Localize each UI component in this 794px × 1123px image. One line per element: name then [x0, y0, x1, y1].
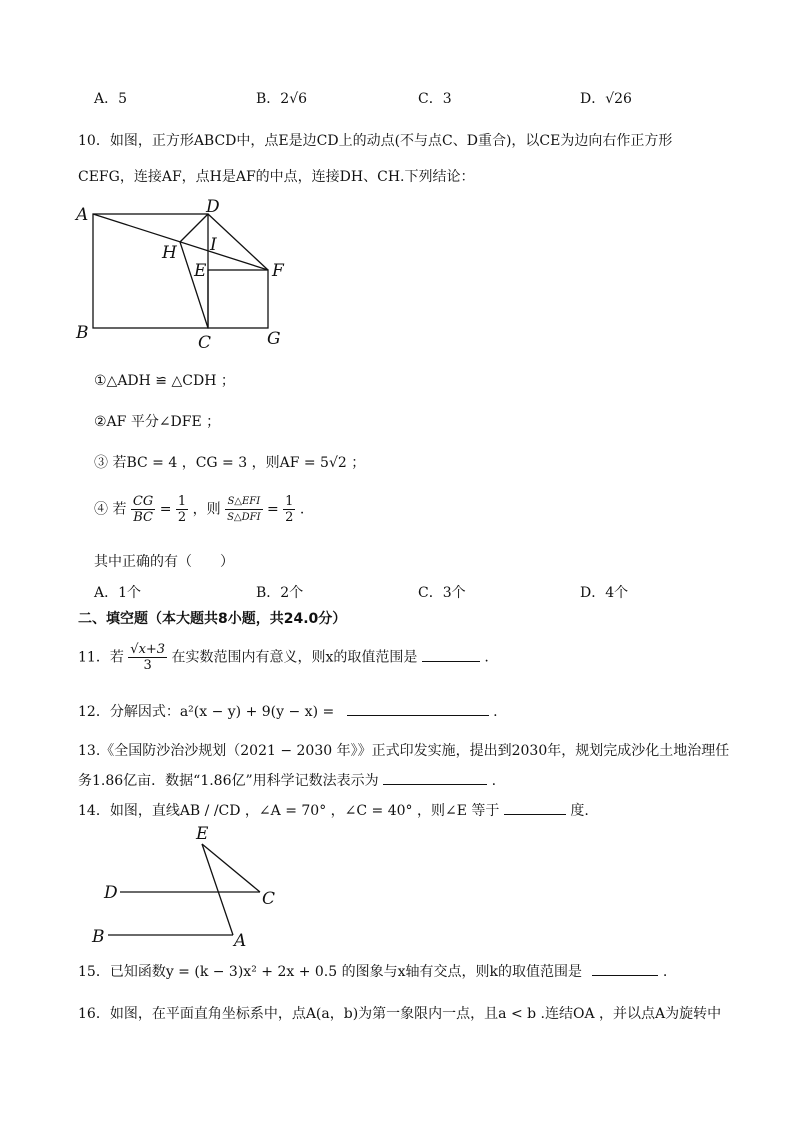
- label-c: C: [198, 333, 212, 353]
- fraction-area-ratio: [225, 494, 262, 525]
- fraction-numerator: √x+3: [130, 642, 166, 657]
- fraction-numerator: S△EFI: [225, 494, 262, 510]
- q15-end: .: [662, 964, 668, 980]
- fraction-denominator: 3: [143, 658, 152, 673]
- label-f: F: [272, 261, 284, 281]
- q10-option-c: C．3个: [418, 585, 466, 601]
- q11-post: 在实数范围内有意义，则x的取值范围是: [171, 649, 418, 666]
- q13-line2: [78, 770, 496, 790]
- label-b: B: [76, 323, 89, 343]
- label-b: B: [92, 927, 105, 947]
- s4-end: .: [299, 501, 305, 518]
- q13-line1: 13.《全国防沙治沙规划（2021 − 2030 年》》正式印发实施，提出到2030年，规划完成沙化土地治理任: [78, 743, 730, 759]
- q10-option-b: B．2个: [256, 585, 304, 601]
- fraction-cg-bc: [131, 494, 155, 525]
- q15: [78, 961, 667, 981]
- s4-eq1: =: [159, 501, 172, 518]
- square-cefg: [208, 270, 268, 328]
- q11-fraction: [128, 642, 167, 673]
- q9-option-c: C．3: [418, 91, 452, 107]
- fraction-numerator: 1: [285, 494, 294, 509]
- q10-figure: [72, 196, 292, 354]
- q12-text: 12．分解因式：a²(x − y) + 9(y − x) =: [78, 704, 335, 720]
- s4-mid: ，则: [192, 501, 221, 518]
- label-i: I: [210, 235, 217, 255]
- q12-end: .: [493, 704, 498, 720]
- q9-option-b: B．2√6: [256, 91, 308, 107]
- q14-figure: [88, 822, 288, 952]
- label-a: A: [76, 205, 89, 225]
- label-e: E: [194, 261, 207, 281]
- label-c: C: [262, 889, 276, 909]
- q16-line1: 16．如图，在平面直角坐标系中，点A(a，b)为第一象限内一点，且a < b .连结OA ，并以点A为旋转中: [78, 1006, 722, 1022]
- q14-text: 14．如图，直线AB / /CD ，∠A = 70° ，∠C = 40° ，则∠E 等于: [78, 803, 500, 819]
- q10-line1: 10．如图，正方形ABCD中，点E是边CD上的动点(不与点C、D重合)，以CE为边向右作正方形: [78, 133, 673, 149]
- answer-blank[interactable]: [504, 802, 566, 815]
- q10-option-a: A．1个: [94, 585, 142, 601]
- fraction-numerator: 1: [177, 494, 187, 509]
- fraction-one-half-2: [283, 494, 295, 525]
- answer-blank[interactable]: [592, 963, 658, 976]
- label-a: A: [234, 931, 247, 951]
- s4-eq2: =: [266, 501, 279, 518]
- answer-blank[interactable]: [422, 649, 480, 662]
- label-d: D: [206, 197, 220, 217]
- q11: [78, 642, 489, 673]
- section-heading: 二、填空题（本大题共8小题，共24.0分）: [78, 611, 347, 627]
- fraction-denominator: BC: [133, 510, 153, 525]
- label-g: G: [267, 329, 281, 349]
- label-e: E: [196, 824, 209, 844]
- q10-line2: CEFG，连接AF，点H是AF的中点，连接DH、CH.下列结论：: [78, 169, 475, 185]
- q11-pre: 11．若: [78, 649, 124, 666]
- fraction-denominator: S△DFI: [227, 512, 261, 523]
- fraction-denominator: 2: [285, 510, 294, 525]
- segment-ch: [180, 242, 208, 328]
- q14-end: 度.: [570, 803, 589, 819]
- q11-end: .: [484, 649, 489, 666]
- q13-text: 务1.86亿亩．数据“1.86亿”用科学记数法表示为: [78, 773, 379, 789]
- q15-text: 15．已知函数y = (k − 3)x² + 2x + 0.5 的图象与x轴有交点，则k的取值范围是: [78, 964, 582, 980]
- answer-blank[interactable]: [347, 703, 489, 716]
- q10-option-d: D．4个: [580, 585, 629, 601]
- q14: [78, 800, 589, 820]
- label-d: D: [104, 883, 118, 903]
- q9-option-d: D．√26: [580, 91, 632, 107]
- segment-df: [208, 214, 268, 270]
- q10-question: 其中正确的有（ ）: [94, 554, 234, 570]
- answer-blank[interactable]: [383, 772, 487, 785]
- segment-dh: [180, 214, 208, 242]
- q12: [78, 701, 498, 721]
- q13-end: .: [491, 773, 497, 789]
- fraction-denominator: 2: [177, 510, 187, 525]
- q9-option-a: A．5: [94, 91, 128, 107]
- s4-pre: ④ 若: [94, 501, 127, 518]
- fraction-numerator: CG: [132, 494, 154, 509]
- q10-statement-4: [94, 494, 304, 525]
- fraction-one-half: [176, 494, 188, 525]
- q10-statement-1: ①△ADH ≌ △CDH ；: [94, 373, 235, 389]
- q10-statement-3: ③ 若BC = 4 ，CG = 3 ，则AF = 5√2 ；: [94, 455, 366, 471]
- label-h: H: [162, 243, 177, 263]
- q10-statement-2: ②AF 平分∠DFE ；: [94, 414, 221, 430]
